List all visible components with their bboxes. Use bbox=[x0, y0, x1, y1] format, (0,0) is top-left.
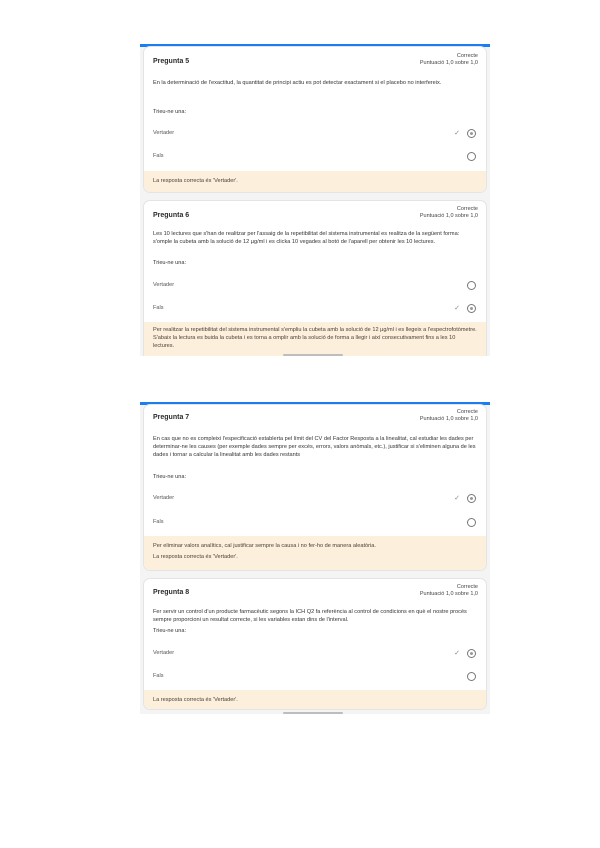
answer-prompt: Trieu-ne una: bbox=[153, 109, 187, 115]
feedback-box bbox=[144, 690, 486, 709]
score-label: Puntuació 1,0 sobre 1,0 bbox=[419, 591, 478, 597]
status-label: Correcte bbox=[456, 584, 478, 590]
question-meta bbox=[420, 206, 478, 220]
status-label: Correcte bbox=[456, 53, 478, 59]
question-card-8 bbox=[144, 579, 486, 709]
question-title: Pregunta 8 bbox=[153, 589, 190, 596]
question-card-7 bbox=[144, 405, 486, 570]
radio-unselected[interactable] bbox=[467, 152, 476, 161]
question-text: Les 10 lectures que s'han de realitzar per l'assaig de la repetibilitat del sistema instrumental es realitza de la següent forma: s'omple la cubeta amb la solució de 12 µg/ml i es clicka 10 vegades al botó de l'aparell per obtenir les 10 lectures. bbox=[153, 231, 460, 245]
option-false[interactable] bbox=[153, 152, 476, 162]
question-title: Pregunta 7 bbox=[153, 414, 190, 421]
radio-selected[interactable] bbox=[467, 494, 476, 503]
check-icon: ✓ bbox=[454, 305, 460, 312]
option-label: Vertader bbox=[153, 650, 175, 656]
answer-prompt: Trieu-ne una: bbox=[153, 628, 187, 634]
feedback-box bbox=[144, 322, 486, 356]
status-label: Correcte bbox=[456, 409, 478, 415]
correct-answer: La resposta correcta és 'Vertader'. bbox=[153, 178, 238, 184]
scroll-indicator bbox=[283, 354, 343, 356]
option-true[interactable] bbox=[153, 281, 476, 291]
question-title: Pregunta 6 bbox=[153, 212, 190, 219]
check-icon: ✓ bbox=[454, 650, 460, 657]
feedback-box bbox=[144, 536, 486, 570]
score-label: Puntuació 1,0 sobre 1,0 bbox=[419, 213, 478, 219]
score-label: Puntuació 1,0 sobre 1,0 bbox=[419, 416, 478, 422]
option-false[interactable] bbox=[153, 672, 476, 682]
question-text: En la determinació de l'exactitud, la quantitat de principi actiu es pot detectar exactament si el placebo no interfereix. bbox=[153, 80, 442, 86]
question-meta bbox=[420, 53, 478, 67]
check-icon: ✓ bbox=[454, 130, 460, 137]
check-icon: ✓ bbox=[454, 495, 460, 502]
screenshot-bottom bbox=[140, 402, 490, 714]
answer-prompt: Trieu-ne una: bbox=[153, 474, 187, 480]
option-label: Vertader bbox=[153, 495, 175, 501]
correct-answer: La resposta correcta és 'Vertader'. bbox=[153, 697, 238, 703]
option-label: Vertader bbox=[153, 130, 175, 136]
radio-unselected[interactable] bbox=[467, 672, 476, 681]
option-true[interactable] bbox=[153, 649, 476, 659]
option-true[interactable] bbox=[153, 494, 476, 504]
radio-unselected[interactable] bbox=[467, 281, 476, 290]
option-true[interactable] bbox=[153, 129, 476, 139]
radio-selected[interactable] bbox=[467, 304, 476, 313]
option-label: Vertader bbox=[153, 282, 175, 288]
option-label: Fals bbox=[153, 519, 164, 525]
option-false[interactable] bbox=[153, 304, 476, 314]
status-label: Correcte bbox=[456, 206, 478, 212]
question-meta bbox=[420, 409, 478, 423]
question-card-6 bbox=[144, 201, 486, 356]
score-label: Puntuació 1,0 sobre 1,0 bbox=[419, 60, 478, 66]
radio-selected[interactable] bbox=[467, 129, 476, 138]
option-label: Fals bbox=[153, 673, 164, 679]
correct-answer: La resposta correcta és 'Vertader'. bbox=[153, 554, 238, 560]
question-title: Pregunta 5 bbox=[153, 58, 190, 65]
feedback-text: Per realitzar la repetibilitat del sistema instrumental s'empliu la cubeta amb la solució de 12 µg/ml i es llegeix a l'espectrofotòmetre. S'abaix la lectura es buida la cubeta i es torna a omplir amb la solució de forma a llegir i així consecutivament fins a les 10 lectures. bbox=[153, 327, 477, 349]
option-false[interactable] bbox=[153, 518, 476, 528]
scroll-indicator bbox=[283, 712, 343, 714]
feedback-text: Per eliminar valors analítics, cal justificar sempre la causa i no fer-ho de manera aleatòria. bbox=[153, 543, 376, 549]
radio-selected[interactable] bbox=[467, 649, 476, 658]
question-meta bbox=[420, 584, 478, 598]
option-label: Fals bbox=[153, 305, 164, 311]
question-text: En cas que no es compleixi l'especificació establerta pel límit del CV del Factor Resposta a la linealitat, cal estudiar les dades per determinar-ne les causes (per exemple dades sempre per excés, errors, valors anòmals, etc.), justificar si s'eliminen alguna de les dades i tornar a calcular la linealitat amb les dades restants bbox=[153, 436, 476, 458]
radio-unselected[interactable] bbox=[467, 518, 476, 527]
option-label: Fals bbox=[153, 153, 164, 159]
screenshot-top bbox=[140, 44, 490, 356]
answer-prompt: Trieu-ne una: bbox=[153, 260, 187, 266]
question-text: Fer servir un control d'un producte farmacèutic segons la ICH Q2 fa referència al control de condicions en què el nostre procés sempre proporcioni un resultat correcte, si les variables estan dins de l'interval. bbox=[153, 609, 467, 623]
feedback-box bbox=[144, 171, 486, 192]
question-card-5 bbox=[144, 47, 486, 192]
